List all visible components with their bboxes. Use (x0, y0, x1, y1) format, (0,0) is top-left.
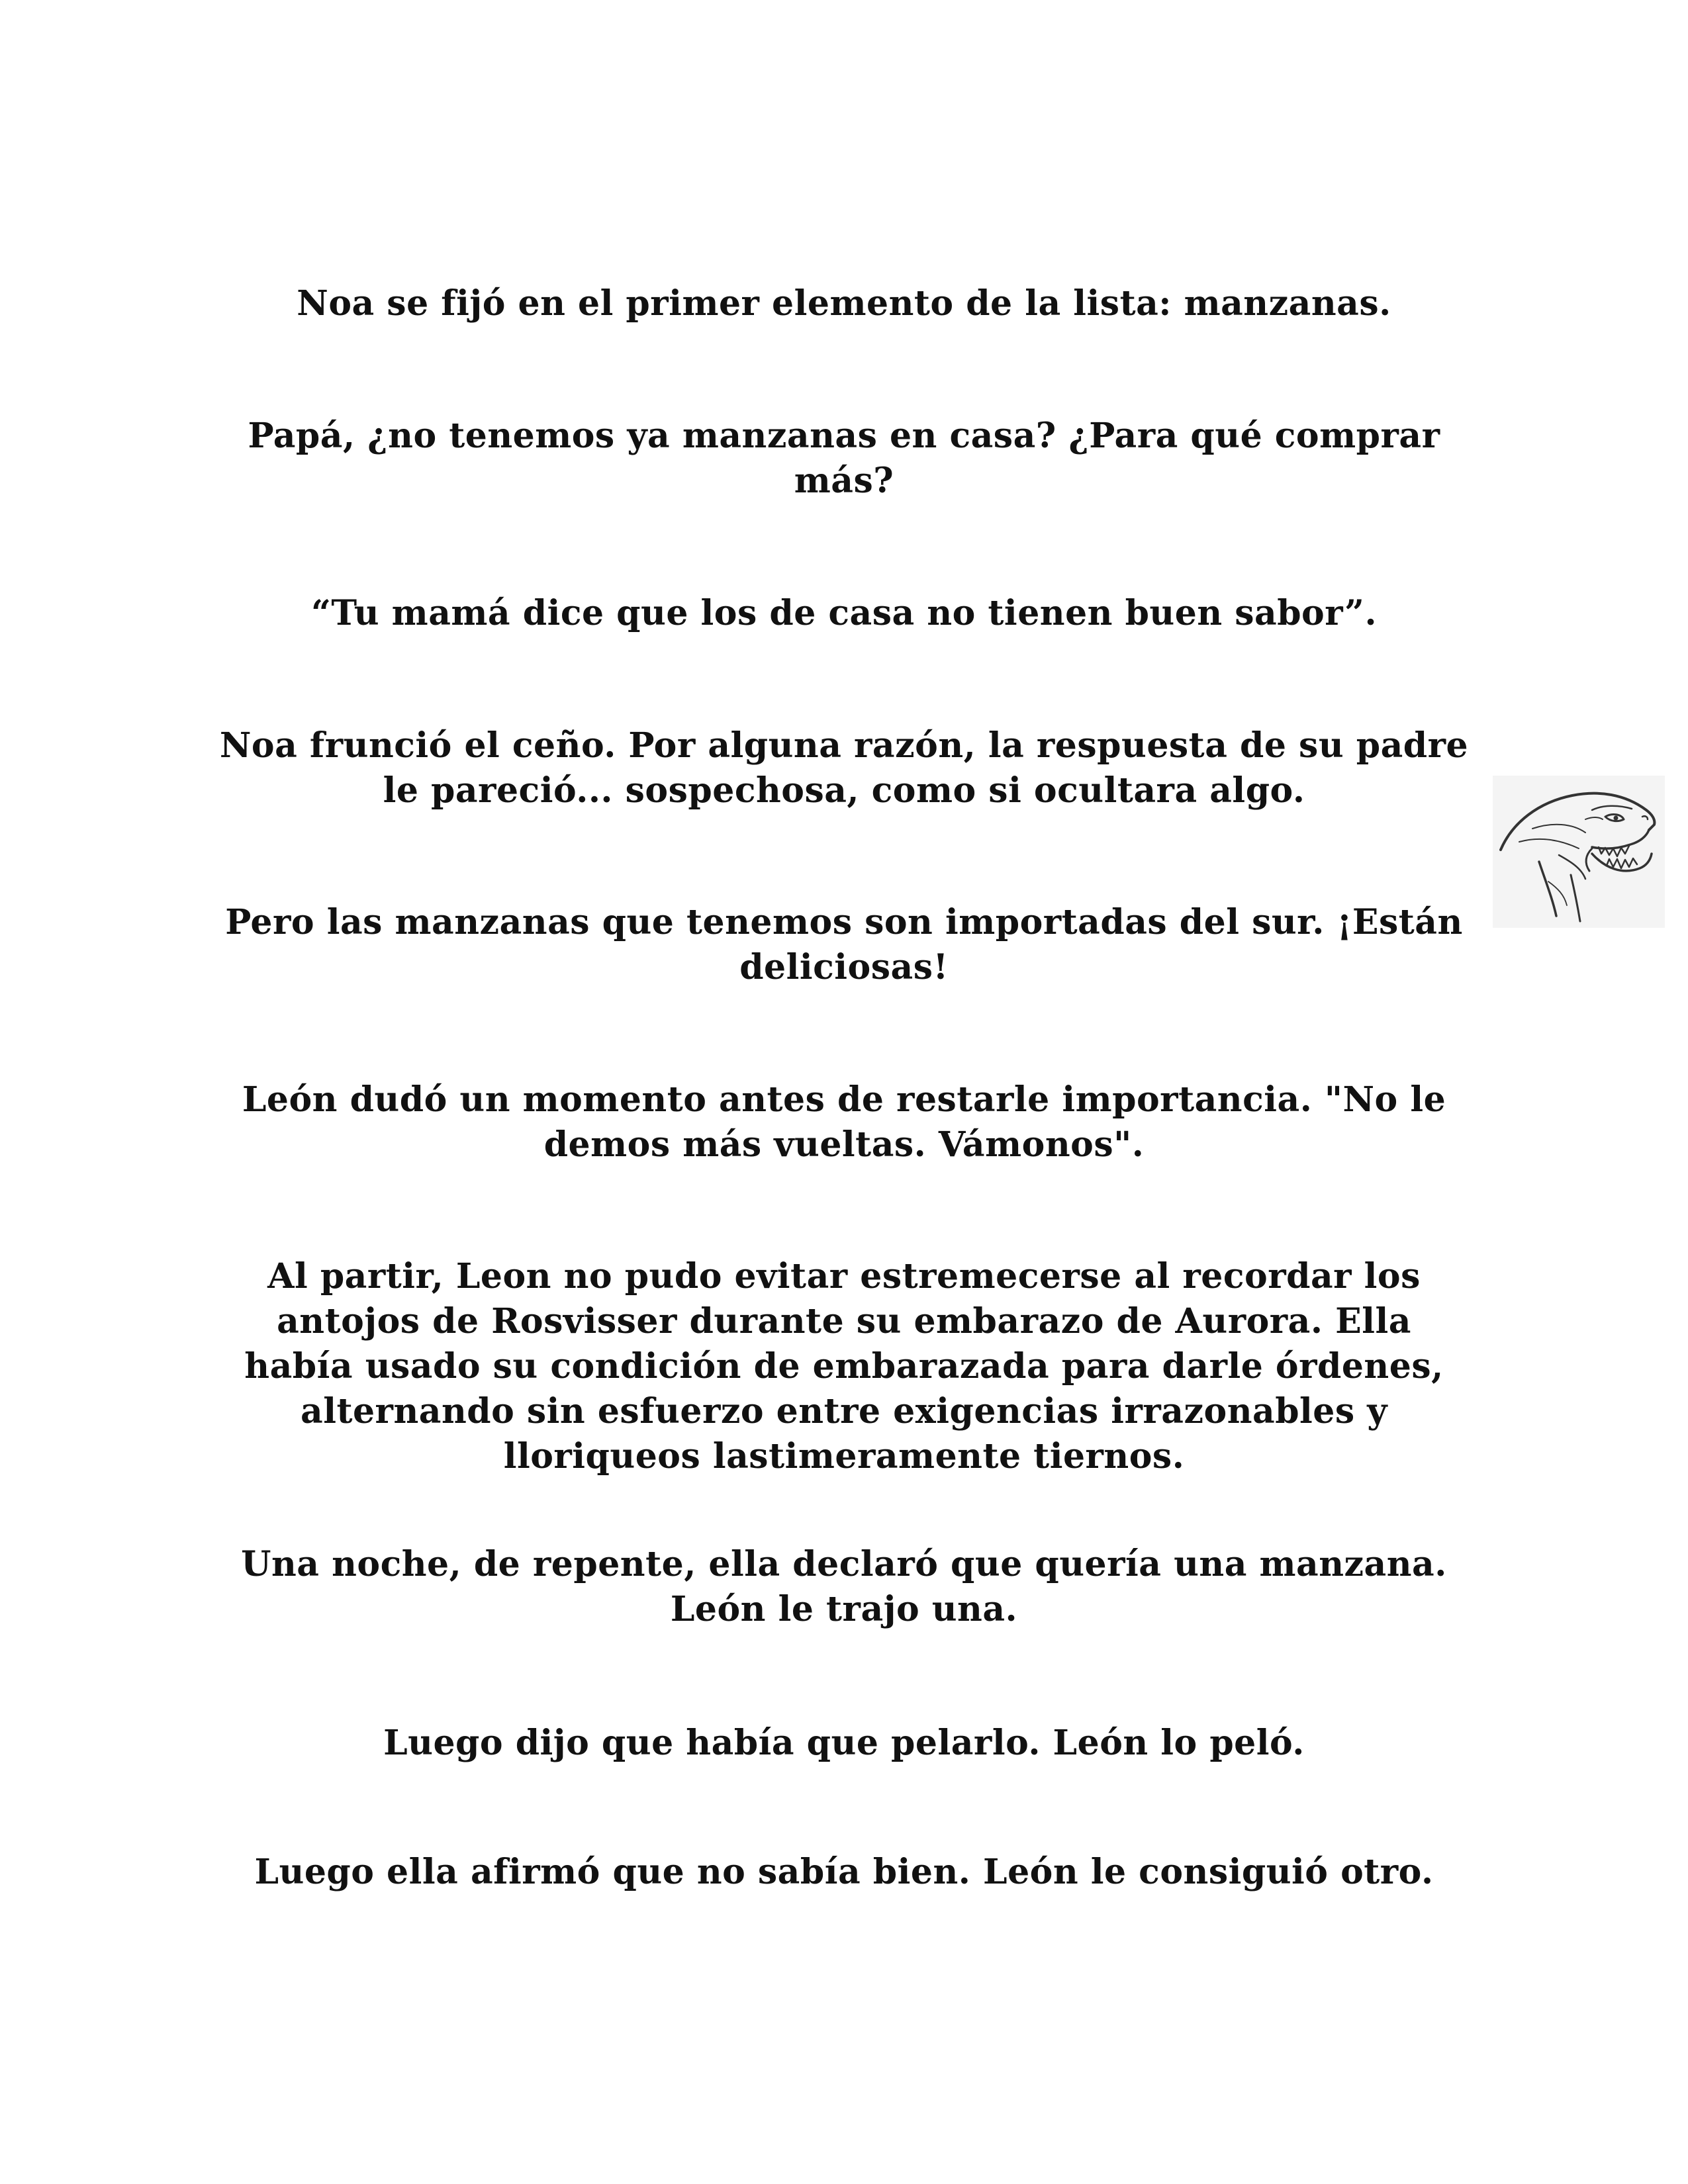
paragraph-6: León dudó un momento antes de restarle importancia. "No le demos más vueltas. Vámonos". (242, 1079, 1446, 1165)
paragraph-9: Luego dijo que había que pelarlo. León lo peló. (383, 1723, 1305, 1763)
paragraph-7: Al partir, Leon no pudo evitar estremecerse al recordar los antojos de Rosvisser durante su embarazo de Aurora. Ella había usado su condición de embarazada para darle órdenes, alternando sin esfuerzo entre exigencias irrazonables y lloriqueos lastimeramente tiernos. (244, 1256, 1444, 1477)
paragraph-10: Luego ella afirmó que no sabía bien. León le consiguió otro. (254, 1852, 1434, 1892)
paragraph-2: Papá, ¿no tenemos ya manzanas en casa? ¿Para qué comprar más? (248, 416, 1440, 501)
dinosaur-head-sketch-icon (1493, 776, 1665, 928)
paragraph-3: “Tu mamá dice que los de casa no tienen buen sabor”. (310, 593, 1378, 633)
paragraph-1: Noa se fijó en el primer elemento de la lista: manzanas. (297, 283, 1391, 324)
paragraph-8: Una noche, de repente, ella declaró que quería una manzana. León le trajo una. (241, 1544, 1447, 1629)
paragraph-5: Pero las manzanas que tenemos son importadas del sur. ¡Están deliciosas! (225, 902, 1463, 987)
paragraph-4: Noa frunció el ceño. Por alguna razón, la respuesta de su padre le pareció... sospechosa, como si ocultara algo. (219, 725, 1469, 811)
